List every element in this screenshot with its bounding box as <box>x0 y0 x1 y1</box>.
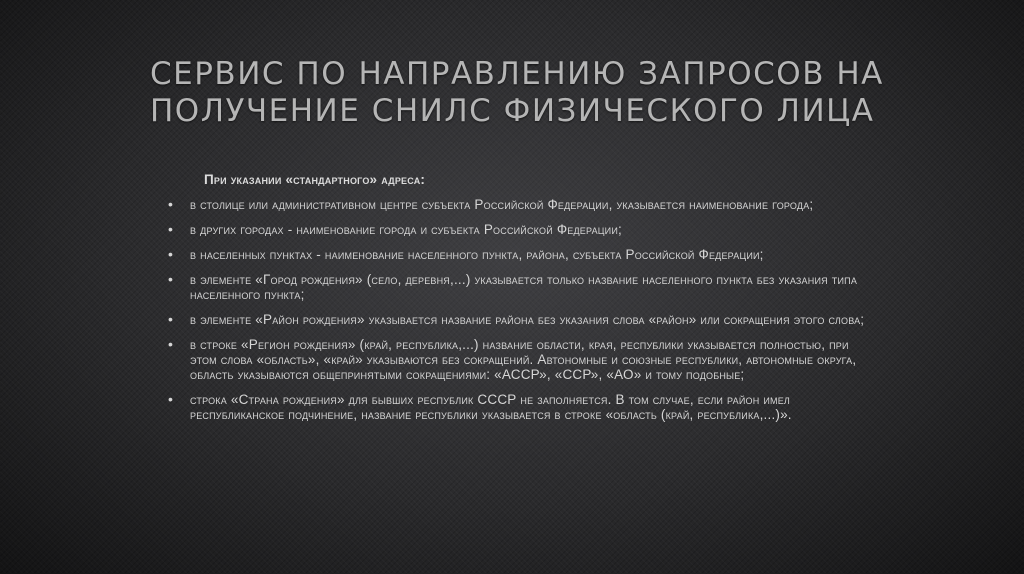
bullet-icon: • <box>168 336 174 352</box>
bullet-icon: • <box>168 311 174 327</box>
list-item-text: в других городах - наименование города и субъекта Российской Федерации; <box>190 222 622 237</box>
list-item-text: в населенных пунктах - наименование населенного пункта, района, субъекта Российской Федерации; <box>190 247 764 262</box>
bullet-list <box>166 197 876 422</box>
bullet-icon: • <box>168 271 174 287</box>
list-item <box>166 197 876 212</box>
list-item <box>166 312 876 327</box>
list-item-text: в строке «Регион рождения» (край, республика,...) название области, края, республики указывается полностью, при этом слова «область», «край» указываются без сокращений. Автономные и союзные республики, автономные округа, область указываются общепринятыми сокращениями: «АССР», «ССР», «АО» и тому подобные; <box>190 337 857 382</box>
bullet-icon: • <box>168 246 174 262</box>
list-item-text: строка «Страна рождения» для бывших республик СССР не заполняется. В том случае, если район имел республиканское подчинение, название республики указывается в строке «область (край, республика,...)». <box>190 392 792 422</box>
slide-title: СЕРВИС ПО НАПРАВЛЕНИЮ ЗАПРОСОВ НА ПОЛУЧЕНИЕ СНИЛС ФИЗИЧЕСКОГО ЛИЦА <box>150 56 884 129</box>
list-item <box>166 247 876 262</box>
list-item <box>166 222 876 237</box>
slide-content <box>166 172 876 432</box>
intro-text: При указании «стандартного» адреса: <box>204 172 426 187</box>
bullet-icon: • <box>168 221 174 237</box>
list-item-text: в элементе «Город рождения» (село, деревня,...) указывается только название населенного пункта без указания типа населенного пункта; <box>190 272 858 302</box>
list-item <box>166 337 876 382</box>
list-item <box>166 272 876 302</box>
list-item-text: в столице или административном центре субъекта Российской Федерации, указывается наименование города; <box>190 197 814 212</box>
bullet-icon: • <box>168 391 174 407</box>
list-item-text: в элементе «Район рождения» указывается название района без указания слова «район» или сокращения этого слова; <box>190 312 865 327</box>
bullet-icon: • <box>168 196 174 212</box>
list-item <box>166 392 876 422</box>
